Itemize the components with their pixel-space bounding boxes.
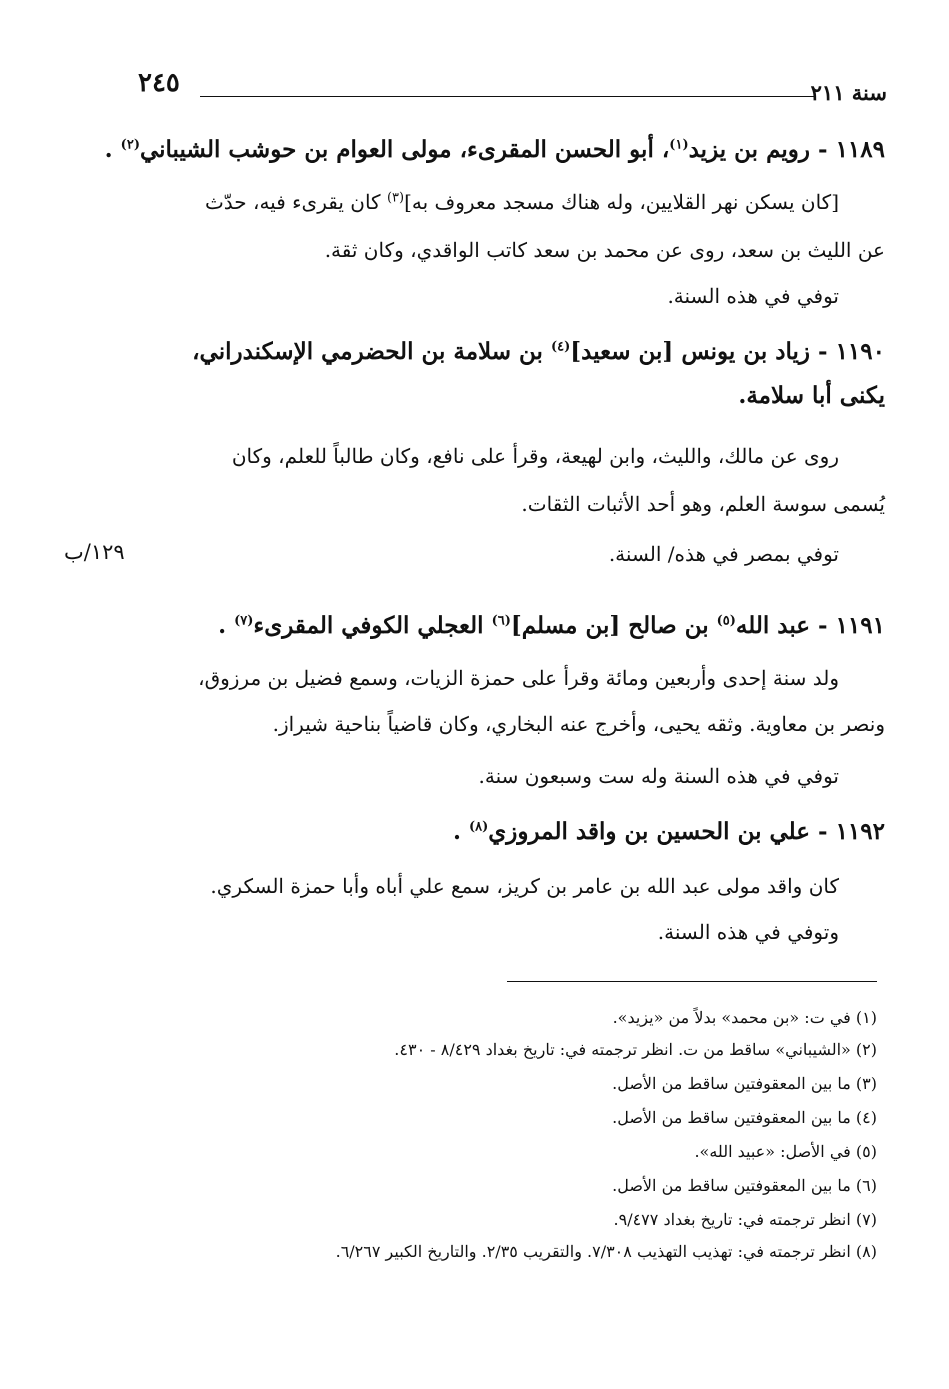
footnote-7: (٧) انظر ترجمته في: تاريخ بغداد ٩/٤٧٧. xyxy=(613,1210,877,1229)
entry-heading-1191: ١١٩١ - عبد الله$^{(٥)}$ بن صالح [بن مسلم]$^{(٦)}$ العجلي الكوفي المقرىء$^{(٧)}$ . xyxy=(218,612,885,639)
footnote-8: (٨) انظر ترجمته في: تهذيب التهذيب ٧/٣٠٨. والتقريب ٢/٣٥. والتاريخ الكبير ٦/٢٦٧. xyxy=(335,1242,877,1261)
footnote-ref[interactable]: (٣) xyxy=(386,190,405,206)
entry-heading-1189: ١١٨٩ - رويم بن يزيد$^{(١)}$، أبو الحسن المقرىء، مولى العوام بن حوشب الشيباني$^{(٢)}$ . xyxy=(104,136,885,163)
entry-name: زياد بن يونس [بن سعيد] xyxy=(570,338,811,365)
body-text: كان يقرىء فيه، حدّث xyxy=(204,190,381,214)
entry-name: عبد الله xyxy=(735,612,811,639)
body-line: توفي في هذه السنة وله ست وسبعون سنة. xyxy=(478,764,839,788)
body-line: عن الليث بن سعد، روى عن محمد بن سعد كاتب الواقدي، وكان ثقة. xyxy=(324,238,885,262)
entry-name-rest: ، أبو الحسن المقرىء، مولى العوام بن حوشب الشيباني xyxy=(139,136,670,163)
body-line: توفي بمصر في هذه/ السنة. xyxy=(608,542,839,566)
entry-heading-1190: ١١٩٠ - زياد بن يونس [بن سعيد]$^{(٤)}$ بن سلامة بن الحضرمي الإسكندراني، xyxy=(192,338,885,365)
body-line: ونصر بن معاوية. وثقه يحيى، وأخرج عنه البخاري، وكان قاضياً بناحية شيراز. xyxy=(272,712,885,736)
body-line: وتوفي في هذه السنة. xyxy=(657,920,839,944)
footnote-rule xyxy=(507,981,877,982)
footnote-5: (٥) في الأصل: «عبيد الله». xyxy=(694,1142,877,1161)
footnote-ref[interactable]: (٦) xyxy=(491,613,511,629)
body-line: ولد سنة إحدى وأربعين ومائة وقرأ على حمزة الزيات، وسمع فضيل بن مرزوق، xyxy=(198,666,839,690)
footnote-ref[interactable]: (٥) xyxy=(716,613,736,629)
entry-name: علي بن الحسين بن واقد المروزي xyxy=(488,818,811,845)
footnote-2: (٢) «الشيباني» ساقط من ت. انظر ترجمته في: تاريخ بغداد ٨/٤٢٩ - ٤٣٠. xyxy=(394,1040,877,1059)
footnote-ref[interactable]: (١) xyxy=(669,137,689,153)
header-rule xyxy=(200,96,815,97)
entry-heading-1192: ١١٩٢ - علي بن الحسين بن واقد المروزي$^{(٨)}$ . xyxy=(452,818,885,845)
body-line: توفي في هذه السنة. xyxy=(667,284,839,308)
footnote-ref[interactable]: (٨) xyxy=(468,819,489,835)
entry-heading-end: . xyxy=(452,818,469,845)
entry-heading-line2: يكنى أبا سلامة. xyxy=(738,382,885,409)
footnote-1: (١) في ت: «بن محمد» بدلاً من «يزيد». xyxy=(612,1008,877,1027)
running-head-year: سنة ٢١١ xyxy=(810,80,887,105)
entry-name-mid: بن صالح [بن مسلم] xyxy=(510,612,717,639)
bracket-text: [كان يسكن نهر القلايين، وله هناك مسجد معروف به] xyxy=(404,190,839,214)
entry-heading-end: . xyxy=(218,612,235,639)
footnote-6: (٦) ما بين المعقوفتين ساقط من الأصل. xyxy=(612,1176,877,1195)
entry-name-rest: بن سلامة بن الحضرمي الإسكندراني، xyxy=(192,338,551,365)
entry-number: ١١٩٢ xyxy=(835,818,885,845)
entry-number: ١١٩٠ xyxy=(835,338,885,365)
body-line xyxy=(205,190,839,214)
footnote-3: (٣) ما بين المعقوفتين ساقط من الأصل. xyxy=(612,1074,877,1093)
body-line: روى عن مالك، والليث، وابن لهيعة، وقرأ على نافع، وكان طالباً للعلم، وكان xyxy=(231,444,839,468)
entry-number: ١١٩١ xyxy=(835,612,885,639)
footnote-ref[interactable]: (٤) xyxy=(550,339,571,355)
footnote-4: (٤) ما بين المعقوفتين ساقط من الأصل. xyxy=(612,1108,877,1127)
footnote-ref[interactable]: (٧) xyxy=(234,613,254,629)
entry-heading-end: . xyxy=(104,136,121,163)
manuscript-folio-note: ١٢٩/ب xyxy=(64,540,125,564)
entry-number: ١١٨٩ xyxy=(835,136,885,163)
body-line: كان واقد مولى عبد الله بن عامر بن كريز، سمع علي أباه وأبا حمزة السكري. xyxy=(210,874,839,898)
footnote-ref[interactable]: (٢) xyxy=(120,137,140,153)
body-line: يُسمى سوسة العلم، وهو أحد الأثبات الثقات. xyxy=(521,492,885,516)
entry-name: رويم بن يزيد xyxy=(688,136,811,163)
page-number: ٢٤٥ xyxy=(138,68,180,98)
entry-name-rest: العجلي الكوفي المقرىء xyxy=(253,612,492,639)
